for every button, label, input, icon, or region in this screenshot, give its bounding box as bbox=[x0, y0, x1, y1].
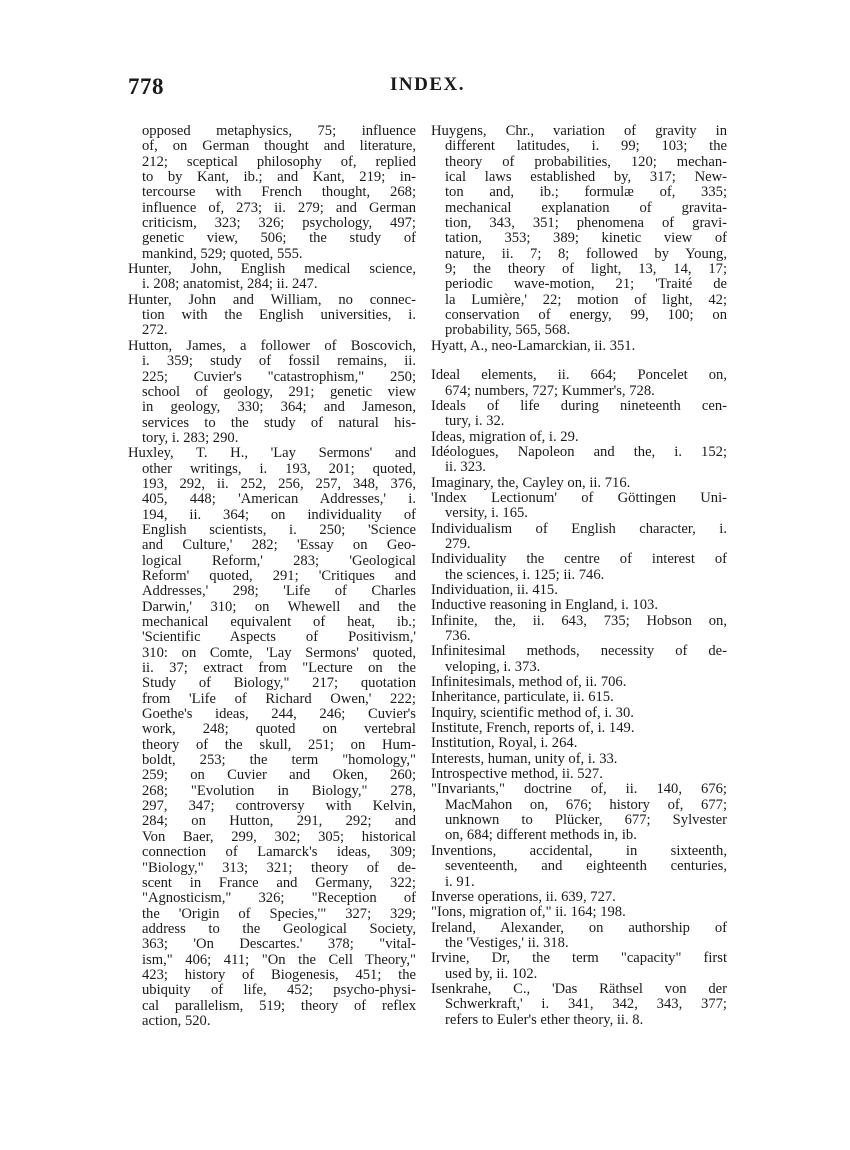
index-entry-line: Hutton, James, a follower of Boscovich, bbox=[128, 337, 416, 354]
index-entry-line: address to the Geological Society, bbox=[142, 920, 416, 937]
index-entry bbox=[431, 644, 727, 675]
index-entry-line: of, on German thought and literature, bbox=[142, 138, 416, 155]
index-entry-line: other writings, i. 193, 201; quoted, bbox=[142, 460, 416, 477]
index-entry bbox=[431, 491, 727, 522]
index-entry bbox=[431, 368, 727, 399]
index-entry-line: Individuation, ii. 415. bbox=[431, 581, 558, 598]
index-entry-line: 423; history of Biogenesis, 451; the bbox=[142, 966, 416, 983]
index-entry bbox=[431, 339, 727, 354]
index-entry-line: 'Index Lectionum' of Göttingen Uni- bbox=[431, 489, 727, 506]
index-entry-line: Reform' quoted, 291; 'Critiques and bbox=[142, 567, 416, 584]
index-entry-line: Inverse operations, ii. 639, 727. bbox=[431, 888, 616, 905]
index-entry-line: Von Baer, 299, 302; 305; historical bbox=[142, 828, 416, 845]
index-entry-line: 194, ii. 364; on individuality of bbox=[142, 506, 416, 523]
index-entry-line: theory of probabilities, 120; mechan- bbox=[445, 153, 727, 170]
index-entry-line: "Agnosticism," 326; "Reception of bbox=[142, 890, 416, 907]
index-entry-line: 297, 347; controversy with Kelvin, bbox=[142, 798, 416, 815]
index-entry-line: i. 359; study of fossil remains, ii. bbox=[142, 353, 416, 370]
index-entry-line: action, 520. bbox=[142, 1012, 211, 1029]
index-entry-line: Idéologues, Napoleon and the, i. 152; bbox=[431, 443, 727, 460]
index-entry bbox=[431, 782, 727, 843]
index-entry-line: services to the study of natural his- bbox=[142, 414, 416, 431]
index-entry-line: Infinitesimals, method of, ii. 706. bbox=[431, 674, 627, 691]
index-entry-line: tion with the English universities, i. bbox=[142, 307, 416, 324]
index-entry-line: and Culture,' 282; 'Essay on Geo- bbox=[142, 537, 416, 554]
index-entry-line: the 'Origin of Species,'" 327; 329; bbox=[142, 905, 416, 922]
index-entry-line: tation, 353; 389; kinetic view of bbox=[445, 230, 727, 247]
index-entry-line: ism," 406; 411; "On the Cell Theory," bbox=[142, 951, 416, 968]
index-entry-line: Imaginary, the, Cayley on, ii. 716. bbox=[431, 474, 631, 491]
index-entry bbox=[128, 446, 416, 1029]
index-entry-line: tion, 343, 351; phenomena of gravi- bbox=[445, 215, 727, 232]
index-entry bbox=[431, 124, 727, 339]
index-entry-line: Inquiry, scientific method of, i. 30. bbox=[431, 704, 634, 721]
index-entry-line: veloping, i. 373. bbox=[445, 658, 541, 675]
index-entry-line: Goethe's ideas, 244, 246; Cuvier's bbox=[142, 706, 416, 723]
index-entry-line: Individualism of English character, i. bbox=[431, 520, 727, 537]
index-entry-line: Study of Biology," 217; quotation bbox=[142, 675, 416, 692]
index-entry-line: Inventions, accidental, in sixteenth, bbox=[431, 842, 727, 859]
index-entry-line: Inheritance, particulate, ii. 615. bbox=[431, 689, 614, 706]
index-entry-line: Institution, Royal, i. 264. bbox=[431, 735, 578, 752]
index-entry-line: probability, 565, 568. bbox=[445, 322, 571, 339]
index-entry bbox=[431, 476, 727, 491]
index-entry-line: work, 248; quoted on vertebral bbox=[142, 721, 416, 738]
index-entry bbox=[128, 124, 416, 262]
index-entry bbox=[431, 552, 727, 583]
index-entry-line: 674; numbers, 727; Kummer's, 728. bbox=[445, 382, 655, 399]
index-entry-line: used by, ii. 102. bbox=[445, 965, 538, 982]
index-entry-line: on, 684; different methods in, ib. bbox=[445, 827, 637, 844]
index-entry-line: 736. bbox=[445, 628, 471, 644]
index-entry-line: ii. 37; extract from "Lecture on the bbox=[142, 660, 416, 677]
index-entry-line: cal parallelism, 519; theory of reflex bbox=[142, 997, 416, 1014]
index-entry-line: Hunter, John and William, no connec- bbox=[128, 291, 416, 308]
index-entry bbox=[431, 890, 727, 905]
index-entry-line: 9; the theory of light, 13, 14, 17; bbox=[445, 261, 727, 278]
index-entry-line: ubiquity of life, 452; psycho-physi- bbox=[142, 982, 416, 999]
index-column-right bbox=[431, 124, 727, 1028]
index-entry-line: the 'Vestiges,' ii. 318. bbox=[445, 934, 569, 951]
index-entry bbox=[431, 951, 727, 982]
index-entry bbox=[431, 430, 727, 445]
index-entry bbox=[431, 905, 727, 920]
running-head: INDEX. bbox=[390, 74, 465, 95]
index-entry bbox=[431, 614, 727, 645]
index-entry-line: Hyatt, A., neo-Lamarckian, ii. 351. bbox=[431, 337, 636, 354]
index-entry-line: to by Kant, ib.; and Kant, 219; in- bbox=[142, 169, 416, 186]
index-entry-line: Institute, French, reports of, i. 149. bbox=[431, 720, 635, 737]
index-entry-line: boldt, 253; the term "homology," bbox=[142, 752, 416, 769]
index-entry bbox=[128, 293, 416, 339]
index-entry-line: opposed metaphysics, 75; influence bbox=[142, 123, 416, 139]
index-entry-line: 193, 292, ii. 252, 256, 257, 348, 376, bbox=[142, 475, 416, 492]
index-entry-line: unknown to Plücker, 677; Sylvester bbox=[445, 812, 727, 829]
index-entry bbox=[431, 706, 727, 721]
index-entry-line: logical Reform,' 283; 'Geological bbox=[142, 552, 416, 569]
index-entry-line: periodic wave-motion, 21; 'Traité de bbox=[445, 276, 727, 293]
index-entry-line: Huxley, T. H., 'Lay Sermons' and bbox=[128, 445, 416, 462]
index-entry-line: Infinite, the, ii. 643, 735; Hobson on, bbox=[431, 612, 727, 629]
index-entry-line: mechanical equivalent of heat, ib.; bbox=[142, 614, 416, 630]
index-entry-line: Ideal elements, ii. 664; Poncelet on, bbox=[431, 367, 727, 384]
index-entry-line: MacMahon on, 676; history of, 677; bbox=[445, 796, 727, 813]
index-entry bbox=[128, 339, 416, 446]
index-entry-line: genetic view, 506; the study of bbox=[142, 230, 416, 247]
index-entry bbox=[431, 752, 727, 767]
index-entry bbox=[431, 721, 727, 736]
index-entry-line: theory of the skull, 251; on Hum- bbox=[142, 736, 416, 753]
index-entry-line: Infinitesimal methods, necessity of de- bbox=[431, 643, 727, 660]
index-entry-line: from 'Life of Richard Owen,' 222; bbox=[142, 690, 416, 707]
index-entry-line: Addresses,' 298; 'Life of Charles bbox=[142, 583, 416, 600]
index-entry-line: Interests, human, unity of, i. 33. bbox=[431, 750, 618, 767]
index-entry-line: Isenkrahe, C., 'Das Räthsel von der bbox=[431, 980, 727, 997]
index-entry-line: 279. bbox=[445, 535, 471, 552]
index-entry-line: "Invariants," doctrine of, ii. 140, 676; bbox=[431, 781, 727, 798]
index-entry-line: 212; sceptical philosophy of, replied bbox=[142, 153, 416, 170]
index-entry bbox=[431, 445, 727, 476]
index-entry-line: "Ions, migration of," ii. 164; 198. bbox=[431, 904, 626, 921]
index-entry bbox=[431, 736, 727, 751]
index-entry bbox=[431, 598, 727, 613]
index-entry-line: "Biology," 313; 321; theory of de- bbox=[142, 859, 416, 876]
index-entry-line: i. 208; anatomist, 284; ii. 247. bbox=[142, 276, 318, 293]
index-entry-line: 272. bbox=[142, 322, 168, 339]
index-entry-line: 310: on Comte, 'Lay Sermons' quoted, bbox=[142, 644, 416, 661]
index-entry-line: Schwerkraft,' i. 341, 342, 343, 377; bbox=[445, 996, 727, 1013]
index-entry-line: 284; on Hutton, 291, 292; and bbox=[142, 813, 416, 830]
index-entry-line: mechanical explanation of gravita- bbox=[445, 199, 727, 216]
index-entry-line: nature, ii. 7; 8; followed by Young, bbox=[445, 245, 727, 262]
index-entry-line: tory, i. 283; 290. bbox=[142, 429, 239, 446]
index-entry-line: seventeenth, and eighteenth centuries, bbox=[445, 858, 727, 875]
index-entry-line: Huygens, Chr., variation of gravity in bbox=[431, 123, 727, 139]
index-entry-line: mankind, 529; quoted, 555. bbox=[142, 245, 303, 262]
index-entry-line: 363; 'On Descartes.' 378; "vital- bbox=[142, 936, 416, 953]
index-entry bbox=[431, 767, 727, 782]
index-entry-line: ical laws established by, 317; New- bbox=[445, 169, 727, 186]
index-entry-line: la Lumière,' 22; motion of light, 42; bbox=[445, 291, 727, 308]
index-entry bbox=[431, 399, 727, 430]
index-entry-line: Hunter, John, English medical science, bbox=[128, 261, 416, 278]
index-entry bbox=[431, 982, 727, 1028]
index-entry-line: i. 91. bbox=[445, 873, 475, 890]
index-entry-line: 259; on Cuvier and Oken, 260; bbox=[142, 767, 416, 784]
index-entry-line: tury, i. 32. bbox=[445, 413, 505, 430]
index-entry-line: scent in France and Germany, 322; bbox=[142, 874, 416, 891]
index-entry bbox=[431, 690, 727, 705]
index-entry-line: criticism, 323; 326; psychology, 497; bbox=[142, 215, 416, 232]
index-entry-line: different latitudes, i. 99; 103; the bbox=[445, 138, 727, 155]
index-entry-line: 225; Cuvier's "catastrophism," 250; bbox=[142, 368, 416, 385]
index-entry-line: 'Scientific Aspects of Positivism,' bbox=[142, 629, 416, 646]
index-entry-line: Ireland, Alexander, on authorship of bbox=[431, 919, 727, 936]
index-entry-line: Darwin,' 310; on Whewell and the bbox=[142, 598, 416, 615]
section-gap bbox=[431, 354, 727, 368]
index-entry-line: connection of Lamarck's ideas, 309; bbox=[142, 844, 416, 861]
index-entry-line: 405, 448; 'American Addresses,' i. bbox=[142, 491, 416, 508]
index-entry bbox=[431, 522, 727, 553]
index-entry bbox=[128, 262, 416, 293]
index-entry-line: conservation of energy, 99, 100; on bbox=[445, 307, 727, 324]
index-entry-line: Individuality the centre of interest of bbox=[431, 551, 727, 568]
index-entry-line: Introspective method, ii. 527. bbox=[431, 766, 603, 783]
index-entry-line: school of geology, 291; genetic view bbox=[142, 383, 416, 400]
index-entry bbox=[431, 675, 727, 690]
index-entry-line: ton and, ib.; formulæ of, 335; bbox=[445, 184, 727, 201]
index-entry bbox=[431, 844, 727, 890]
index-entry-line: Inductive reasoning in England, i. 103. bbox=[431, 597, 658, 614]
index-entry-line: Irvine, Dr, the term "capacity" first bbox=[431, 950, 727, 967]
index-column-left bbox=[128, 124, 416, 1029]
index-entry-line: in geology, 330; 364; and Jameson, bbox=[142, 399, 416, 416]
index-entry-line: refers to Euler's ether theory, ii. 8. bbox=[445, 1011, 644, 1028]
index-entry-line: Ideas, migration of, i. 29. bbox=[431, 428, 579, 445]
index-entry-line: English scientists, i. 250; 'Science bbox=[142, 521, 416, 538]
index-entry bbox=[431, 921, 727, 952]
index-entry-line: 268; "Evolution in Biology," 278, bbox=[142, 782, 416, 799]
index-entry bbox=[431, 583, 727, 598]
index-entry-line: influence of, 273; ii. 279; and German bbox=[142, 199, 416, 216]
index-entry-line: the sciences, i. 125; ii. 746. bbox=[445, 566, 605, 583]
index-entry-line: ii. 323. bbox=[445, 459, 486, 476]
index-entry-line: Ideals of life during nineteenth cen- bbox=[431, 397, 727, 414]
page-number: 778 bbox=[128, 74, 164, 99]
index-entry-line: tercourse with French thought, 268; bbox=[142, 184, 416, 201]
index-entry-line: versity, i. 165. bbox=[445, 505, 528, 522]
